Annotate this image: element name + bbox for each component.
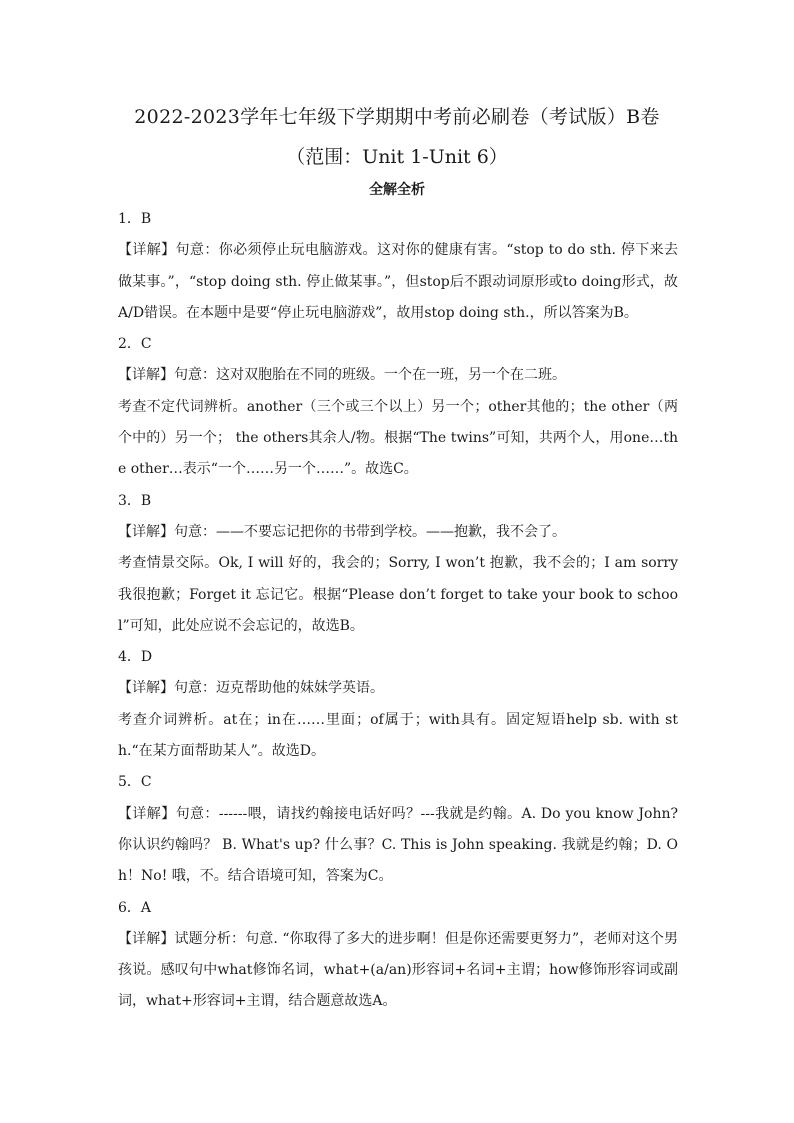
section-heading: 全解全析 [369, 182, 425, 198]
answer-number: 1．B [118, 211, 152, 227]
answer-item [118, 642, 678, 767]
answer-list [118, 204, 678, 1018]
answer-number: 2．C [118, 336, 152, 353]
explanation-paragraph: 考查情景交际。Ok, I will 好的，我会的；Sorry, I won’t 抱歉，我不会的；I am sorry 我很抱歉；Forget it 忘记它。根据“Please don’t forget to take your book to school”可知，此处应说不会忘记的，故选B。 [118, 555, 678, 634]
answer-number: 4．D [118, 649, 153, 666]
answer-item [118, 767, 678, 892]
explanation-paragraph: 【详解】句意：——不要忘记把你的书带到学校。——抱歉，我不会了。 [118, 523, 566, 540]
answer-item [118, 893, 678, 1018]
answer-item [118, 486, 678, 642]
explanation-paragraph: 【详解】试题分析：句意. “你取得了多大的进步啊！但是你还需要更努力”，老师对这个男孩说。感叹句中what修饰名词，what+(a/an)形容词+名词+主谓；how修饰形容词或副词，what+形容词+主谓，结合题意故选A。 [118, 930, 678, 1010]
explanation-paragraph: 【详解】句意：你必须停止玩电脑游戏。这对你的健康有害。“stop to do sth. 停下来去做某事。”，“stop doing sth. 停止做某事。”，但stop后不跟动词原形或to doing形式，故A/D错误。在本题中是要“停止玩电脑游戏”，故用stop doing sth.，所以答案为B。 [118, 242, 678, 321]
document-subtitle: （范围：Unit 1-Unit 6） [286, 146, 508, 168]
answer-item [118, 329, 678, 485]
answer-item [118, 204, 678, 329]
explanation-paragraph: 【详解】句意：这对双胞胎在不同的班级。一个在一班，另一个在二班。 [118, 367, 566, 384]
answer-number: 6．A [118, 899, 152, 916]
explanation-paragraph: 考查不定代词辨析。another（三个或三个以上）另一个；other其他的；the other（两个中的）另一个； the others其余人/物。根据“The twins”可知，共两个人，用one…the other…表示“一个……另一个……”。故选C。 [118, 398, 678, 478]
answer-number: 5．C [118, 774, 152, 791]
document-title: 2022-2023学年七年级下学期期中考前必刷卷（考试版）B卷 [134, 106, 660, 128]
answer-number: 3．B [118, 492, 152, 509]
explanation-paragraph: 【详解】句意：------喂，请找约翰接电话好吗？---我就是约翰。A. Do you know John? 你认识约翰吗？ B. What's up? 什么事？C. This is John speaking. 我就是约翰；D. Oh！No! 哦，不。结合语境可知，答案为C。 [118, 805, 678, 885]
explanation-paragraph: 考查介词辨析。at在；in在……里面；of属于；with具有。固定短语help sb. with sth.“在某方面帮助某人”。故选D。 [118, 711, 678, 760]
explanation-paragraph: 【详解】句意：迈克帮助他的妹妹学英语。 [118, 680, 384, 697]
